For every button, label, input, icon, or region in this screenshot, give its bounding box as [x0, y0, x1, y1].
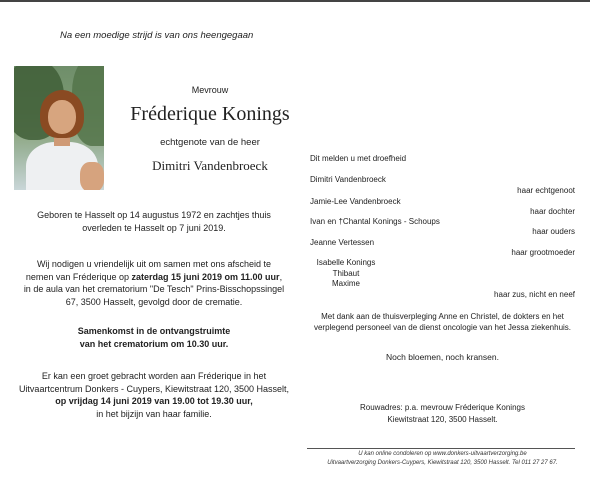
- prefix-title: Mevrouw: [191, 85, 229, 95]
- footer-divider: [307, 448, 575, 449]
- death-line: overleden te Hasselt op 7 juni 2019.: [82, 222, 226, 233]
- thanks-line: verplegend personeel van de dienst oncologie van het Jessa ziekenhuis.: [313, 323, 572, 332]
- gathering-line: Samenkomst in de ontvangstruimte: [77, 326, 231, 336]
- sibling-name: Thibaut: [332, 268, 360, 278]
- address-line: Kiewitstraat 120, 3500 Hasselt.: [387, 415, 498, 424]
- spouse-name: Dimitri Vandenbroeck: [152, 158, 268, 173]
- thanks-block: [300, 311, 585, 333]
- visitation-line: in het bijzijn van haar familie.: [96, 408, 212, 419]
- footer-contact-line: Uitvaartverzorging Donkers-Cuypers, Kiewitstraat 120, 3500 Hasselt. Tel 011 27 27 67.: [327, 459, 558, 466]
- invite-line: 67, 3500 Hasselt, gevolgd door de crematie.: [65, 296, 243, 307]
- family-member-name: Jeanne Vertessen: [310, 238, 375, 247]
- invite-line-date: [14, 271, 294, 284]
- invite-line: in de aula van het crematorium "De Tesch" Prins-Bisschopssingel: [23, 284, 285, 294]
- visitation-line: Uitvaartcentrum Donkers - Cuypers, Kiewitstraat 120, 3500 Hasselt,: [18, 383, 290, 394]
- siblings-role: haar zus, nicht en neef: [494, 290, 575, 299]
- invite-line: Wij nodigen u vriendelijk uit om samen met ons afscheid te: [36, 259, 272, 269]
- family-member-role: haar dochter: [530, 207, 575, 216]
- portrait-photo: [14, 66, 104, 190]
- sibling-name: Maxime: [331, 279, 360, 288]
- gathering-line: van het crematorium om 10.30 uur.: [79, 338, 229, 349]
- family-member-name: Ivan en †Chantal Konings - Schoups: [310, 217, 440, 226]
- gathering-block: [14, 325, 294, 350]
- top-border: [0, 0, 590, 2]
- family-member-role: haar ouders: [532, 227, 575, 236]
- intro-text: Na een moedige strijd is van ons heengegaan: [60, 30, 254, 41]
- flowers-note: Noch bloemen, noch kransen.: [386, 352, 499, 362]
- invite-comma: ,: [279, 271, 283, 282]
- birth-block: [14, 209, 294, 234]
- family-member-role: haar echtgenoot: [517, 186, 575, 195]
- address-block: [300, 402, 585, 426]
- invite-text: nemen van Fréderique op: [25, 271, 132, 282]
- visitation-block: [14, 370, 294, 420]
- deceased-name: Fréderique Konings: [130, 103, 290, 125]
- address-line: Rouwadres: p.a. mevrouw Fréderique Konings: [360, 403, 525, 412]
- visitation-date: op vrijdag 14 juni 2019 van 19.00 tot 19.30 uur,: [55, 396, 253, 406]
- relation-text: echtgenote van de heer: [160, 137, 260, 148]
- invite-block: [14, 258, 294, 308]
- birth-line: Geboren te Hasselt op 14 augustus 1972 en zachtjes thuis: [37, 210, 271, 220]
- sibling-name: Isabelle Konings: [316, 258, 376, 267]
- ceremony-date: zaterdag 15 juni 2019 om 11.00 uur: [131, 271, 280, 282]
- thanks-line: Met dank aan de thuisverpleging Anne en Christel, de dokters en het: [321, 312, 564, 321]
- family-intro: Dit melden u met droefheid: [310, 154, 407, 163]
- family-member-role: haar grootmoeder: [511, 248, 575, 257]
- footer-condolence-line: U kan online condoleren op www.donkers-uitvaartverzorging.be: [358, 451, 527, 457]
- family-member-name: Dimitri Vandenbroeck: [310, 175, 386, 184]
- visitation-line: Er kan een groet gebracht worden aan Fréderique in het: [41, 371, 267, 381]
- family-member-name: Jamie-Lee Vandenbroeck: [310, 197, 401, 206]
- siblings-block: [306, 258, 386, 290]
- footer-block: [300, 450, 585, 467]
